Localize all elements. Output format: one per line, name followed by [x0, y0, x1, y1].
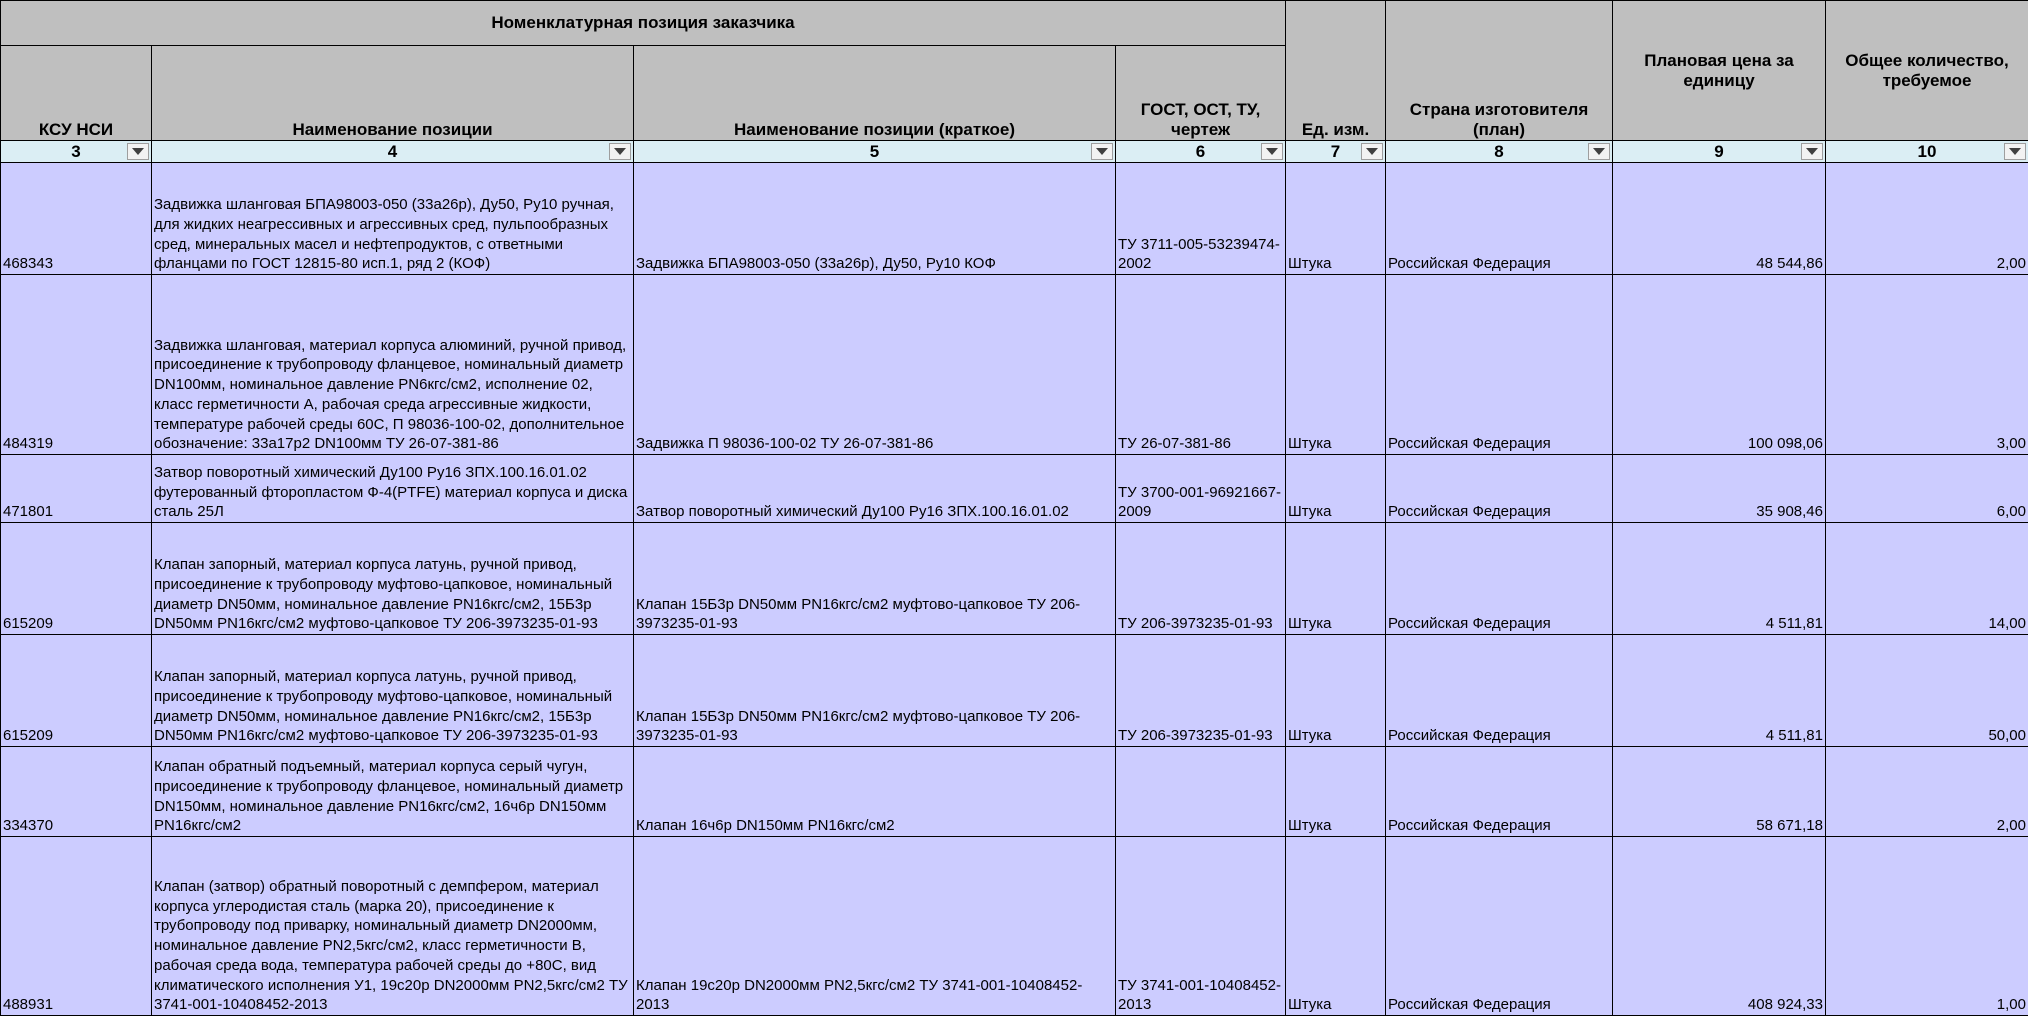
column-number-cell[interactable] [1826, 141, 2028, 163]
column-number: 9 [1714, 141, 1724, 161]
country-cell[interactable]: Российская Федерация [1386, 635, 1613, 747]
name-cell[interactable]: Клапан обратный подъемный, материал корпуса серый чугун, присоединение к трубопроводу фланцевое, номинальный диаметр DN150мм, номинальное давление PN16кгс/см2, 16ч6р DN150мм PN16кгс/см2 [152, 747, 634, 837]
country-cell[interactable]: Российская Федерация [1386, 747, 1613, 837]
ksu-cell[interactable]: 468343 [1, 163, 152, 275]
group-header-cell[interactable]: Номенклатурная позиция заказчика [1, 1, 1286, 46]
gost-header-cell[interactable]: ГОСТ, ОСТ, ТУ, чертеж [1116, 46, 1286, 141]
qty-cell[interactable]: 2,00 [1826, 163, 2028, 275]
gost-cell[interactable]: ТУ 206-3973235-01-93 [1116, 635, 1286, 747]
column-number-cell[interactable] [1, 141, 152, 163]
country-cell[interactable]: Российская Федерация [1386, 837, 1613, 1016]
name-cell[interactable]: Затвор поворотный химический Ду100 Ру16 ЗПХ.100.16.01.02 футерованный фторопластом Ф-4(PTFE) материал корпуса и диска сталь 25Л [152, 455, 634, 523]
country-cell[interactable]: Российская Федерация [1386, 275, 1613, 455]
ksu-header-cell[interactable]: КСУ НСИ [1, 46, 152, 141]
unit-cell[interactable]: Штука [1286, 635, 1386, 747]
column-number-cell[interactable] [1116, 141, 1286, 163]
unit-cell[interactable]: Штука [1286, 455, 1386, 523]
short-name-cell[interactable]: Клапан 15Б3р DN50мм PN16кгс/см2 муфтово-цапковое ТУ 206-3973235-01-93 [634, 635, 1116, 747]
header-group-row [1, 1, 2028, 46]
column-number-cell[interactable] [1613, 141, 1826, 163]
filter-dropdown-icon[interactable] [1361, 143, 1383, 160]
price-cell[interactable]: 100 098,06 [1613, 275, 1826, 455]
column-number: 7 [1330, 141, 1341, 161]
name-cell[interactable]: Задвижка шланговая, материал корпуса алюминий, ручной привод, присоединение к трубопроводу фланцевое, номинальный диаметр DN100мм, номинальное давление PN6кгс/см2, исполнение 02, класс герметичности А, рабочая среда агрессивные жидкости, температуре рабочей среды 60С, П 98036-100-02, дополнительное обозначение: 33а17р2 DN100мм ТУ 26-07-381-86 [152, 275, 634, 455]
qty-cell[interactable]: 50,00 [1826, 635, 2028, 747]
price-cell[interactable]: 58 671,18 [1613, 747, 1826, 837]
name-cell[interactable]: Клапан (затвор) обратный поворотный с демпфером, материал корпуса углеродистая сталь (марка 20), присоединение к трубопроводу под приварку, номинальный диаметр DN2000мм, номинальное давление PN2,5кгс/см2, класс герметичности В, рабочая среда вода, температура рабочей среды до +80С, вид климатического исполнения У1, 19с20р DN2000мм PN2,5кгс/см2 ТУ 3741-001-10408452-2013 [152, 837, 634, 1016]
price-cell[interactable]: 35 908,46 [1613, 455, 1826, 523]
qty-cell[interactable]: 2,00 [1826, 747, 2028, 837]
table-row [1, 455, 2028, 523]
gost-cell[interactable]: ТУ 206-3973235-01-93 [1116, 523, 1286, 635]
short-name-header-cell[interactable]: Наименование позиции (краткое) [634, 46, 1116, 141]
table-row [1, 635, 2028, 747]
name-header-cell[interactable]: Наименование позиции [152, 46, 634, 141]
price-cell[interactable]: 48 544,86 [1613, 163, 1826, 275]
price-header-cell[interactable]: Плановая цена за единицу [1613, 1, 1826, 141]
gost-cell[interactable]: ТУ 3741-001-10408452-2013 [1116, 837, 1286, 1016]
column-number: 5 [869, 141, 880, 161]
country-header-cell[interactable]: Страна изготовителя (план) [1386, 1, 1613, 141]
unit-cell[interactable]: Штука [1286, 275, 1386, 455]
ksu-cell[interactable]: 471801 [1, 455, 152, 523]
unit-cell[interactable]: Штука [1286, 163, 1386, 275]
short-name-cell[interactable]: Клапан 16ч6р DN150мм PN16кгс/см2 [634, 747, 1116, 837]
price-cell[interactable]: 4 511,81 [1613, 635, 1826, 747]
ksu-cell[interactable]: 615209 [1, 523, 152, 635]
unit-cell[interactable]: Штука [1286, 523, 1386, 635]
country-cell[interactable]: Российская Федерация [1386, 163, 1613, 275]
table-row [1, 275, 2028, 455]
filter-dropdown-icon[interactable] [2004, 143, 2026, 160]
filter-dropdown-icon[interactable] [1801, 143, 1823, 160]
short-name-cell[interactable]: Задвижка БПА98003-050 (33а26р), Ду50, Ру10 КОФ [634, 163, 1116, 275]
qty-cell[interactable]: 14,00 [1826, 523, 2028, 635]
filter-dropdown-icon[interactable] [609, 143, 631, 160]
ksu-cell[interactable]: 334370 [1, 747, 152, 837]
name-cell[interactable]: Клапан запорный, материал корпуса латунь, ручной привод, присоединение к трубопроводу муфтово-цапковое, номинальный диаметр DN50мм, номинальное давление PN16кгс/см2, 15Б3р DN50мм PN16кгс/см2 муфтово-цапковое ТУ 206-3973235-01-93 [152, 523, 634, 635]
column-number: 3 [71, 141, 81, 161]
ksu-cell[interactable]: 488931 [1, 837, 152, 1016]
column-number: 6 [1195, 141, 1206, 161]
unit-cell[interactable]: Штука [1286, 747, 1386, 837]
qty-cell[interactable]: 3,00 [1826, 275, 2028, 455]
table-row [1, 163, 2028, 275]
price-cell[interactable]: 4 511,81 [1613, 523, 1826, 635]
column-number-cell[interactable] [634, 141, 1116, 163]
short-name-cell[interactable]: Клапан 19с20р DN2000мм PN2,5кгс/см2 ТУ 3741-001-10408452-2013 [634, 837, 1116, 1016]
price-cell[interactable]: 408 924,33 [1613, 837, 1826, 1016]
table-row [1, 747, 2028, 837]
filter-dropdown-icon[interactable] [1091, 143, 1113, 160]
unit-header-cell[interactable]: Ед. изм. [1286, 1, 1386, 141]
column-number-cell[interactable] [1286, 141, 1386, 163]
qty-cell[interactable]: 1,00 [1826, 837, 2028, 1016]
column-number-cell[interactable] [152, 141, 634, 163]
filter-dropdown-icon[interactable] [127, 143, 149, 160]
gost-cell[interactable]: ТУ 3711-005-53239474-2002 [1116, 163, 1286, 275]
column-number: 10 [1917, 141, 1937, 161]
ksu-cell[interactable]: 615209 [1, 635, 152, 747]
column-number-row [1, 141, 2028, 163]
gost-cell[interactable] [1116, 747, 1286, 837]
name-cell[interactable]: Задвижка шланговая БПА98003-050 (33а26р), Ду50, Ру10 ручная, для жидких неагрессивных и агрессивных сред, пульпообразных сред, минеральных масел и нефтепродуктов, с ответными фланцами по ГОСТ 12815-80 исп.1, ряд 2 (КОФ) [152, 163, 634, 275]
ksu-cell[interactable]: 484319 [1, 275, 152, 455]
gost-cell[interactable]: ТУ 3700-001-96921667-2009 [1116, 455, 1286, 523]
qty-header-cell[interactable]: Общее количество, требуемое [1826, 1, 2028, 141]
filter-dropdown-icon[interactable] [1261, 143, 1283, 160]
table-row [1, 523, 2028, 635]
country-cell[interactable]: Российская Федерация [1386, 455, 1613, 523]
short-name-cell[interactable]: Затвор поворотный химический Ду100 Ру16 ЗПХ.100.16.01.02 [634, 455, 1116, 523]
gost-cell[interactable]: ТУ 26-07-381-86 [1116, 275, 1286, 455]
unit-cell[interactable]: Штука [1286, 837, 1386, 1016]
name-cell[interactable]: Клапан запорный, материал корпуса латунь, ручной привод, присоединение к трубопроводу муфтово-цапковое, номинальный диаметр DN50мм, номинальное давление PN16кгс/см2, 15Б3р DN50мм PN16кгс/см2 муфтово-цапковое ТУ 206-3973235-01-93 [152, 635, 634, 747]
column-number-cell[interactable] [1386, 141, 1613, 163]
short-name-cell[interactable]: Клапан 15Б3р DN50мм PN16кгс/см2 муфтово-цапковое ТУ 206-3973235-01-93 [634, 523, 1116, 635]
column-number: 4 [387, 141, 398, 161]
short-name-cell[interactable]: Задвижка П 98036-100-02 ТУ 26-07-381-86 [634, 275, 1116, 455]
table-row [1, 837, 2028, 1016]
qty-cell[interactable]: 6,00 [1826, 455, 2028, 523]
country-cell[interactable]: Российская Федерация [1386, 523, 1613, 635]
column-number: 8 [1494, 141, 1504, 161]
filter-dropdown-icon[interactable] [1588, 143, 1610, 160]
